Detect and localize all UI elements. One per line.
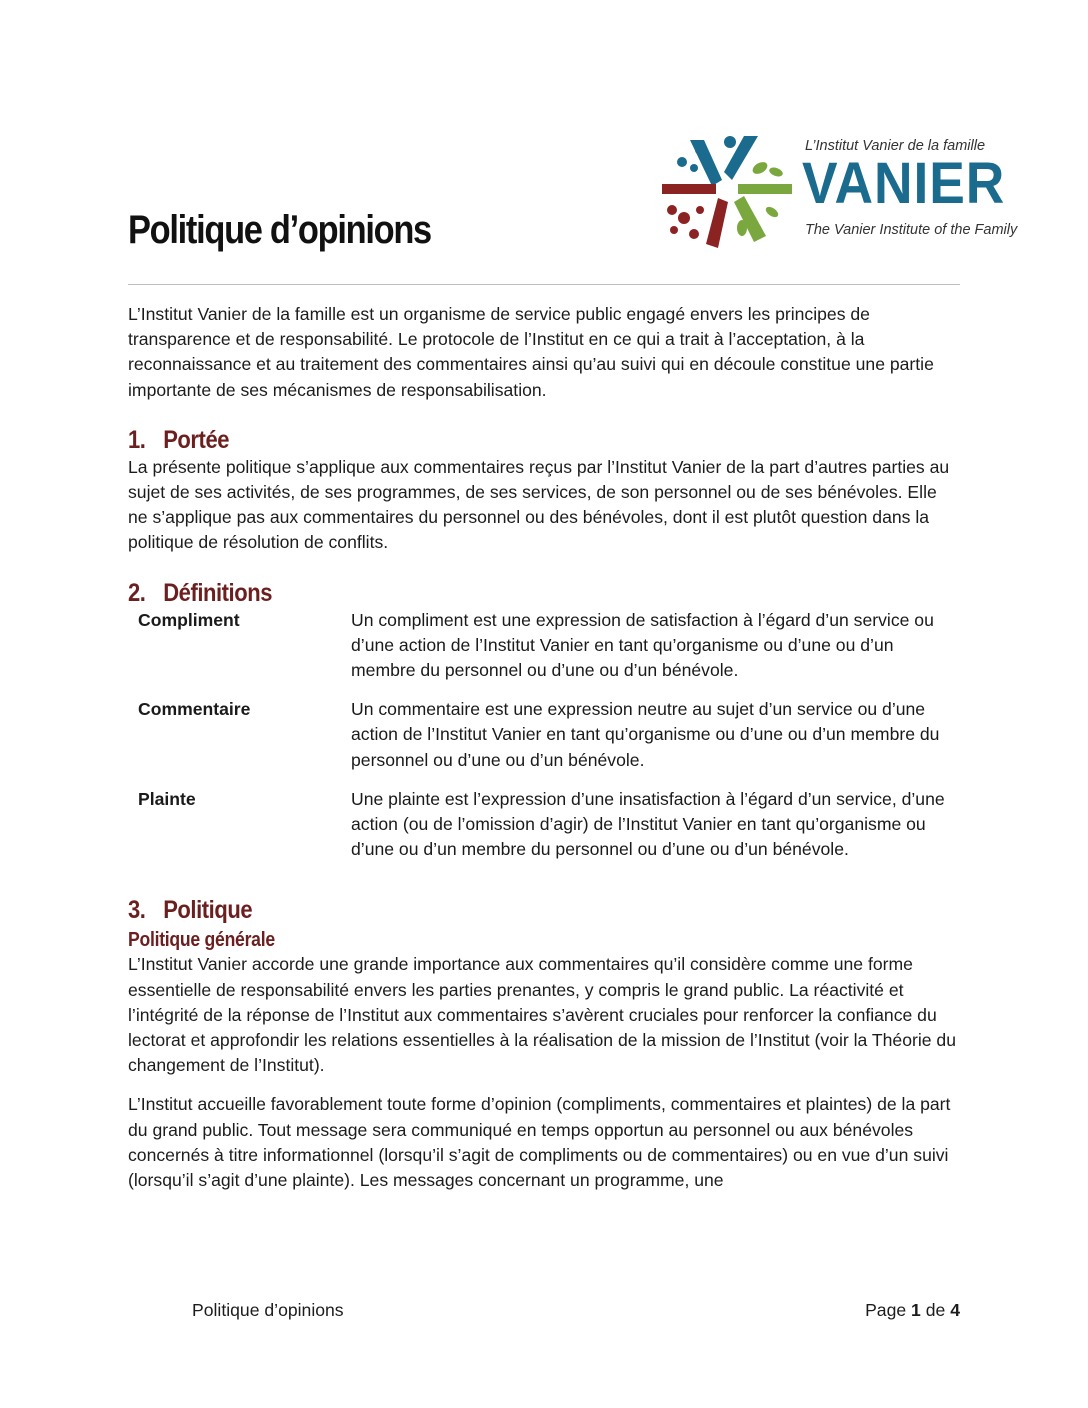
- section-title: Politique: [163, 896, 253, 925]
- section-number: 2.: [128, 578, 146, 607]
- header-divider: [128, 284, 960, 285]
- page-of-label: de: [925, 1300, 946, 1320]
- definition-row: [138, 608, 960, 684]
- section-number: 1.: [128, 425, 146, 454]
- definitions-list: [138, 608, 960, 863]
- definition-text: Un commentaire est une expression neutre au sujet d’un service ou d’une action de l’Institut Vanier en tant qu’organisme ou d’une ou d’un membre du personnel ou d’une ou d’un bénévole.: [351, 699, 940, 770]
- definition-text: Un compliment est une expression de satisfaction à l’égard d’un service ou d’une action de l’Institut Vanier en tant qu’organisme ou d’une ou d’un membre du personnel ou d’une ou d’un bénévole.: [351, 609, 934, 681]
- definition-term: Compliment: [138, 609, 240, 630]
- definition-term: Plainte: [138, 788, 196, 809]
- vanier-snowflake-logo-icon: [660, 132, 792, 250]
- politique-paragraph-1: L’Institut Vanier accorde une grande importance aux commentaires qu’il considère comme une forme essentielle de responsabilité envers les parties prenantes, y compris le grand public. La réactivité et l’intégrité de la réponse de l’Institut aux commentaires s’avèrent cruciales pour renforcer la confiance du lectorat et approfondir les relations essentielles à la réalisation de la mission de l’Institut (voir la Théorie du changement de l’Institut).: [128, 954, 956, 1076]
- portee-paragraph: La présente politique s’applique aux commentaires reçus par l’Institut Vanier de la part d’autres parties au sujet de ses activités, de ses programmes, de ses services, de son personnel ou de ses bénévoles. Elle ne s’applique pas aux commentaires du personnel ou des bénévoles, dont il est plutôt question dans la politique de résolution de conflits.: [128, 456, 950, 553]
- subsection-heading: Politique générale: [128, 929, 275, 952]
- section-title: Portée: [163, 425, 230, 454]
- definition-term: Commentaire: [138, 699, 251, 720]
- page-total: 4: [950, 1300, 960, 1320]
- page-current: 1: [911, 1300, 921, 1320]
- page-title: Politique d’opinions: [128, 208, 431, 252]
- section-heading-definitions: [128, 579, 860, 608]
- footer-document-name: Politique d’opinions: [192, 1300, 344, 1320]
- definition-row: [138, 697, 960, 773]
- logo-tagline-en: The Vanier Institute of the Family: [805, 222, 1018, 238]
- document-body: [128, 302, 960, 1193]
- definition-text: Une plainte est l’expression d’une insatisfaction à l’égard d’un service, d’une action (ou de l’omission d’agir) de l’Institut Vanier en tant qu’organisme ou d’une ou d’un membre du personnel ou d’une ou d’un bénévole.: [351, 788, 945, 860]
- logo-wordmark: VANIER: [802, 151, 1006, 216]
- section-number: 3.: [128, 896, 146, 925]
- logo-tagline-fr: L’Institut Vanier de la famille: [805, 138, 986, 154]
- footer-page-number: [865, 1300, 960, 1321]
- definition-row: [138, 787, 960, 863]
- page-label: Page: [865, 1300, 907, 1320]
- intro-paragraph: L’Institut Vanier de la famille est un organisme de service public engagé envers les principes de transparence et de responsabilité. Le protocole de l’Institut en ce qui a trait à l’acceptation, à la reconnaissance et au traitement des commentaires ainsi qu’au suivi qui en découle constitue une partie importante de ses mécanismes de responsabilisation.: [128, 304, 934, 400]
- politique-paragraph-2: L’Institut accueille favorablement toute forme d’opinion (compliments, commentaires et plaintes) de la part du grand public. Tout message sera communiqué en temps opportun au personnel ou aux bénévoles concernés à titre informationnel (lorsqu’il s’agit de compliments ou de commentaires) ou en vue d’un suivi (lorsqu’il s’agit d’une plainte). Les messages concernant un programme, une: [128, 1094, 951, 1191]
- vanier-logo: [660, 132, 1018, 252]
- section-heading-portee: [128, 426, 860, 455]
- section-title: Définitions: [163, 578, 273, 607]
- section-heading-politique: [128, 896, 860, 925]
